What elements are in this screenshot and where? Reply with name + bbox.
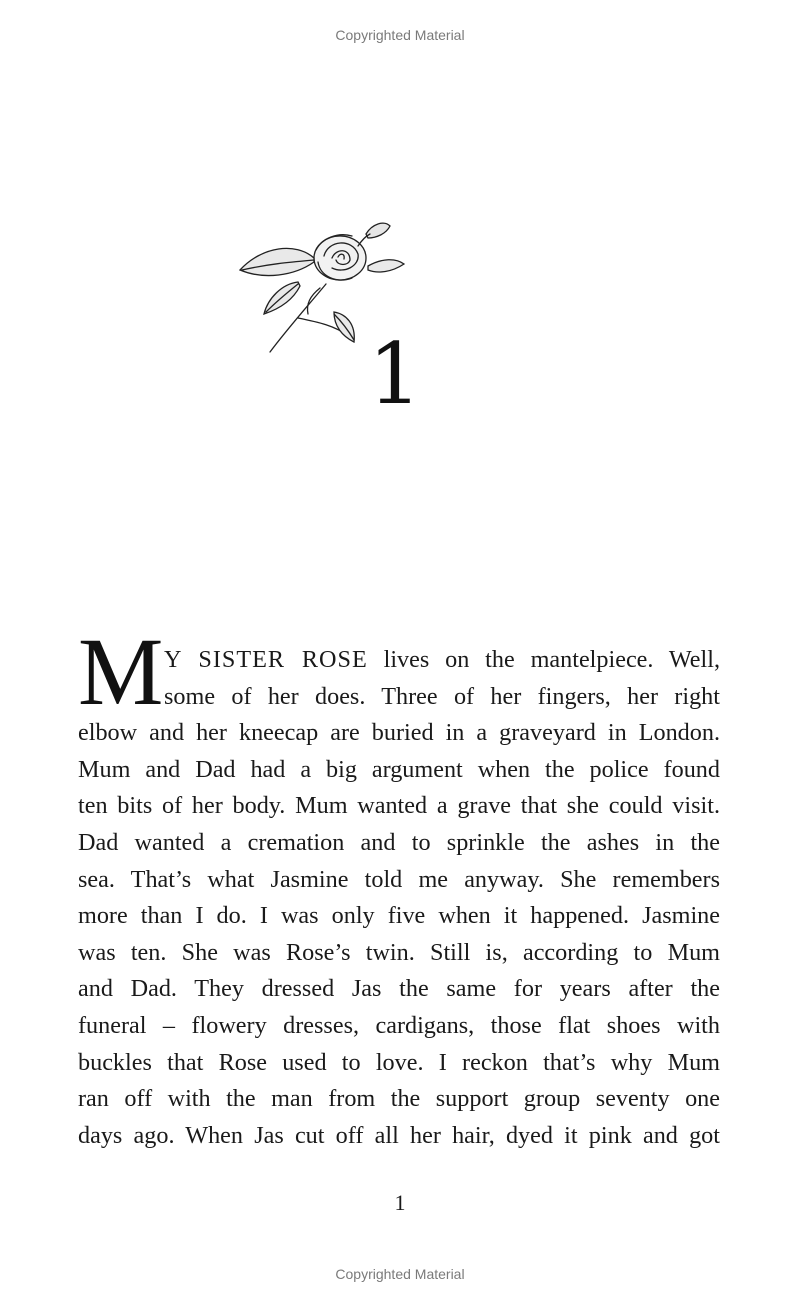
text-line: elbow and her kneecap are buried in a graveyard in London. — [78, 719, 720, 747]
text-line: buckles that Rose used to love. I reckon that’s why Mum — [78, 1048, 720, 1076]
text-line: days ago. When Jas cut off all her hair, dyed it pink and got — [78, 1121, 720, 1149]
opening-small-caps: Y SISTER ROSE — [164, 646, 368, 673]
text-line: ran off with the man from the support group seventy one — [78, 1085, 720, 1113]
text-line-segment: lives on the mantelpiece. Well, — [367, 646, 720, 673]
copyright-watermark-top: Copyrighted Material — [335, 27, 465, 43]
page-number: 1 — [394, 1190, 406, 1215]
copyright-watermark-bottom: Copyrighted Material — [335, 1266, 465, 1282]
text-line: ten bits of her body. Mum wanted a grave that she could visit. — [78, 792, 720, 820]
text-line: Mum and Dad had a big argument when the police found — [78, 755, 720, 783]
chapter-number: 1 — [368, 325, 422, 423]
text-line — [78, 642, 720, 679]
text-line: Dad wanted a cremation and to sprinkle the ashes in the — [78, 828, 720, 856]
drop-cap-letter: M — [78, 618, 164, 725]
chapter-body-text — [78, 642, 720, 1154]
text-line: was ten. She was Rose’s twin. Still is, according to Mum — [78, 938, 720, 966]
text-line: sea. That’s what Jasmine told me anyway. She remembers — [78, 865, 720, 893]
text-line: and Dad. They dressed Jas the same for years after the — [78, 975, 720, 1003]
text-line: funeral – flowery dresses, cardigans, those flat shoes with — [78, 1011, 720, 1039]
text-line: more than I do. I was only five when it happened. Jasmine — [78, 902, 720, 930]
text-line: some of her does. Three of her fingers, her right — [164, 682, 720, 710]
